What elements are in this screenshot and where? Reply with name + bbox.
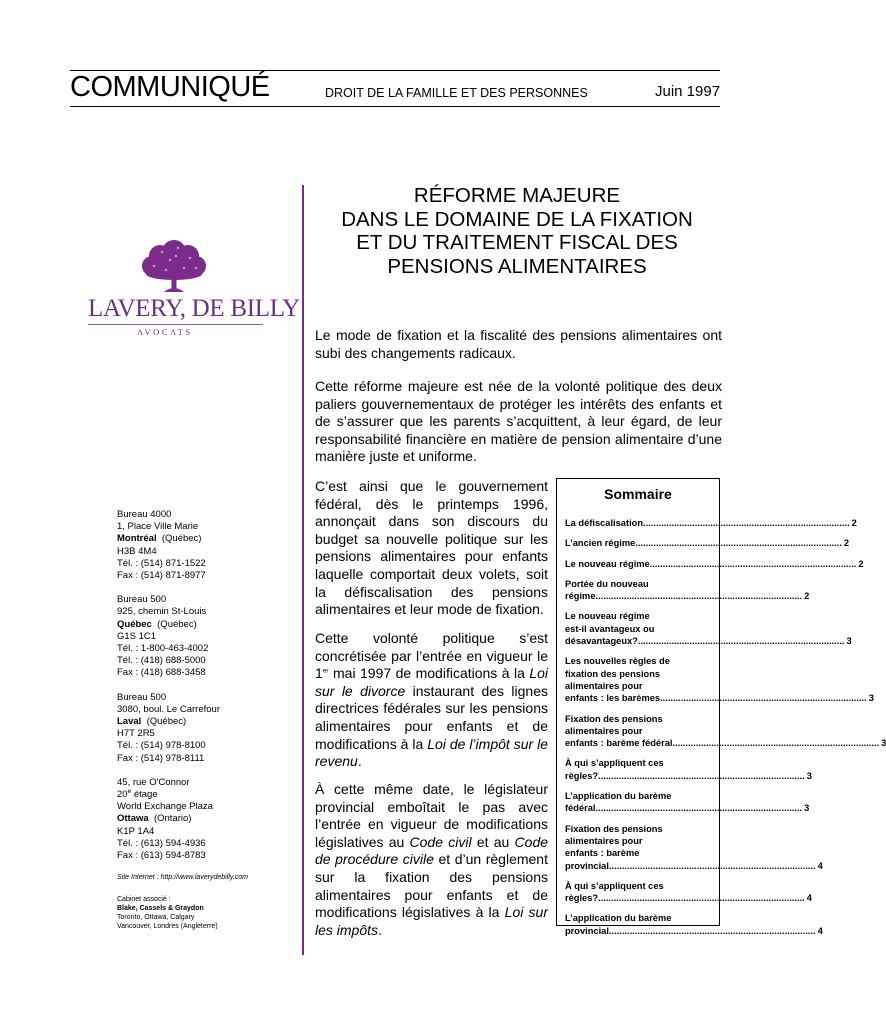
paragraph-federal: C’est ainsi que le gouvernement fédéral, dès le printemps 1996, annonçait dans son discours du budget sa nouvelle politique sur les pensions alimentaires pour enfants laquelle comportait deux volets, soit la défiscalisation des pensions alimentaires et leur mode de fixation. — [315, 478, 548, 618]
firm-tagline: AVOCATS — [137, 327, 193, 337]
summary-page-number: 3 — [804, 803, 810, 814]
summary-item[interactable]: Le nouveau régime ................................................................................ 2 — [565, 558, 864, 569]
summary-item[interactable]: L’ancien régime ................................................................................ 2 — [565, 538, 850, 549]
newsletter-date: Juin 1997 — [655, 83, 721, 100]
tree-icon — [140, 238, 208, 294]
firm-logo — [88, 238, 300, 337]
website-link[interactable]: Site Internet : http://www.laverydebilly.com — [117, 874, 248, 881]
summary-item[interactable]: La défiscalisation ................................................................................ 2 — [565, 518, 857, 528]
summary-page-number: 2 — [858, 558, 864, 569]
newsletter-section: DROIT DE LA FAMILLE ET DES PERSONNES — [325, 86, 588, 100]
summary-page-number: 3 — [846, 636, 852, 647]
leader-dots: ................................................................................ — [598, 893, 805, 904]
summary-item[interactable]: À qui s’appliquent ces règles? ................................................................................ 3 — [565, 758, 812, 781]
summary-item[interactable]: Fixation des pensions alimentaires pour enfants : barème fédéral ................................................................................ 3 — [565, 713, 886, 749]
leader-dots: ................................................................................ — [660, 693, 867, 704]
office-montreal: Bureau 4000 1, Place Ville Marie Montréal (Québec) H3B 4M4 Tél. : (514) 871-1522 Fax : (514) 871-8977 — [117, 509, 206, 582]
leader-dots: ................................................................................ — [598, 770, 805, 781]
newsletter-title: COMMUNIQUÉ — [70, 71, 270, 103]
summary-page-number: 4 — [817, 925, 823, 936]
summary-page-number: 2 — [843, 538, 850, 549]
summary-item[interactable]: L’application du barème provincial ................................................................................ 4 — [565, 913, 823, 936]
office-list — [117, 509, 297, 874]
summary-item[interactable]: Les nouvelles règles de fixation des pensions alimentaires pour enfants : les barèmes ................................................................................ 3 — [565, 656, 874, 704]
paragraph-enactment: Cette volonté politique s’est concrétisée par l’entrée en vigueur le 1er mai 1997 de modifications à la Loi sur le divorce instaurant des lignes directrices fédérales sur les pensions alimentaires pour enfants et de modifications à la Loi de l’impôt sur le revenu. — [315, 630, 548, 770]
header-bottom-rule — [70, 106, 720, 107]
summary-title: Sommaire — [604, 486, 672, 502]
summary-item[interactable]: L’application du barème fédéral ................................................................................ 3 — [565, 791, 810, 814]
summary-page-number: 2 — [851, 518, 857, 528]
office-quebec: Bureau 500 925, chemin St-Louis Québec (Québec) G1S 1C1 Tél. : 1-800-463-4002 Tél. : (418) 688-5000 Fax : (418) 688-3458 — [117, 594, 209, 679]
summary-list — [565, 517, 886, 945]
summary-page-number: 4 — [806, 893, 812, 904]
article-title: RÉFORME MAJEURE DANS LE DOMAINE DE LA FIXATION ET DU TRAITEMENT FISCAL DES PENSIONS ALIMENTAIRES — [341, 184, 693, 278]
leader-dots: ................................................................................ — [635, 538, 842, 549]
summary-page-number: 3 — [868, 693, 874, 704]
summary-item[interactable]: Portée du nouveau régime ................................................................................ 2 — [565, 578, 810, 602]
leader-dots: ................................................................................ — [672, 738, 880, 749]
summary-page-number: 4 — [817, 860, 823, 871]
leader-dots: ................................................................................ — [637, 636, 845, 647]
office-laval: Bureau 500 3080, boul. Le Carrefour Laval (Québec) H7T 2R5 Tél. : (514) 978-8100 Fax : (514) 978-8111 — [117, 691, 220, 764]
leader-dots: ................................................................................ — [595, 591, 803, 602]
summary-page-number: 3 — [806, 770, 812, 781]
associate-firm: Cabinet associé : Blake, Cassels & Graydon Toronto, Ottawa, Calgary Vancouver, Londres (Angleterre) — [117, 896, 218, 930]
column-divider — [302, 185, 304, 955]
paragraph-intro: Le mode de fixation et la fiscalité des pensions alimentaires ont subi des changements radicaux. — [315, 327, 722, 361]
paragraph-provincial: À cette même date, le législateur provincial emboîtait le pas avec l’entrée en vigueur de modifications législatives au Code civil et au Code de procédure civile et d’un règlement sur la fixation des pensions alimentaires pour enfants et de modifications législatives à la Loi sur les impôts. — [315, 781, 549, 938]
paragraph-reform: Cette réforme majeure est née de la volonté politique des deux paliers gouvernementaux de protéger les intérêts des enfants et de s’assurer que les parents s’acquittent, à leur égard, de leur responsabilité financière en matière de pension alimentaire d’une manière juste et uniforme. — [315, 378, 722, 465]
leader-dots: ................................................................................ — [608, 925, 816, 936]
leader-dots: ................................................................................ — [649, 558, 857, 569]
summary-box — [556, 478, 886, 936]
summary-page-number: 3 — [881, 738, 886, 749]
summary-item[interactable]: À qui s’appliquent ces règles? ................................................................................ 4 — [565, 880, 812, 904]
firm-underline — [88, 324, 263, 325]
leader-dots: ................................................................................ — [595, 803, 803, 814]
summary-page-number: 2 — [804, 591, 810, 602]
leader-dots: ................................................................................ — [643, 518, 850, 528]
firm-name: LAVERY, DE BILLY — [88, 295, 300, 322]
leader-dots: ................................................................................ — [608, 860, 816, 871]
summary-item[interactable]: Fixation des pensions alimentaires pour enfants : barème provincial ................................................................................ 4 — [565, 823, 823, 871]
office-ottawa: 45, rue O'Connor 20e étage World Exchange Plaza Ottawa (Ontario) K1P 1A4 Tél. : (613) 594-4936 Fax : (613) 594-8783 — [117, 776, 213, 862]
summary-item[interactable]: Le nouveau régime est-il avantageux ou désavantageux? ................................................................................ 3 — [565, 611, 852, 647]
